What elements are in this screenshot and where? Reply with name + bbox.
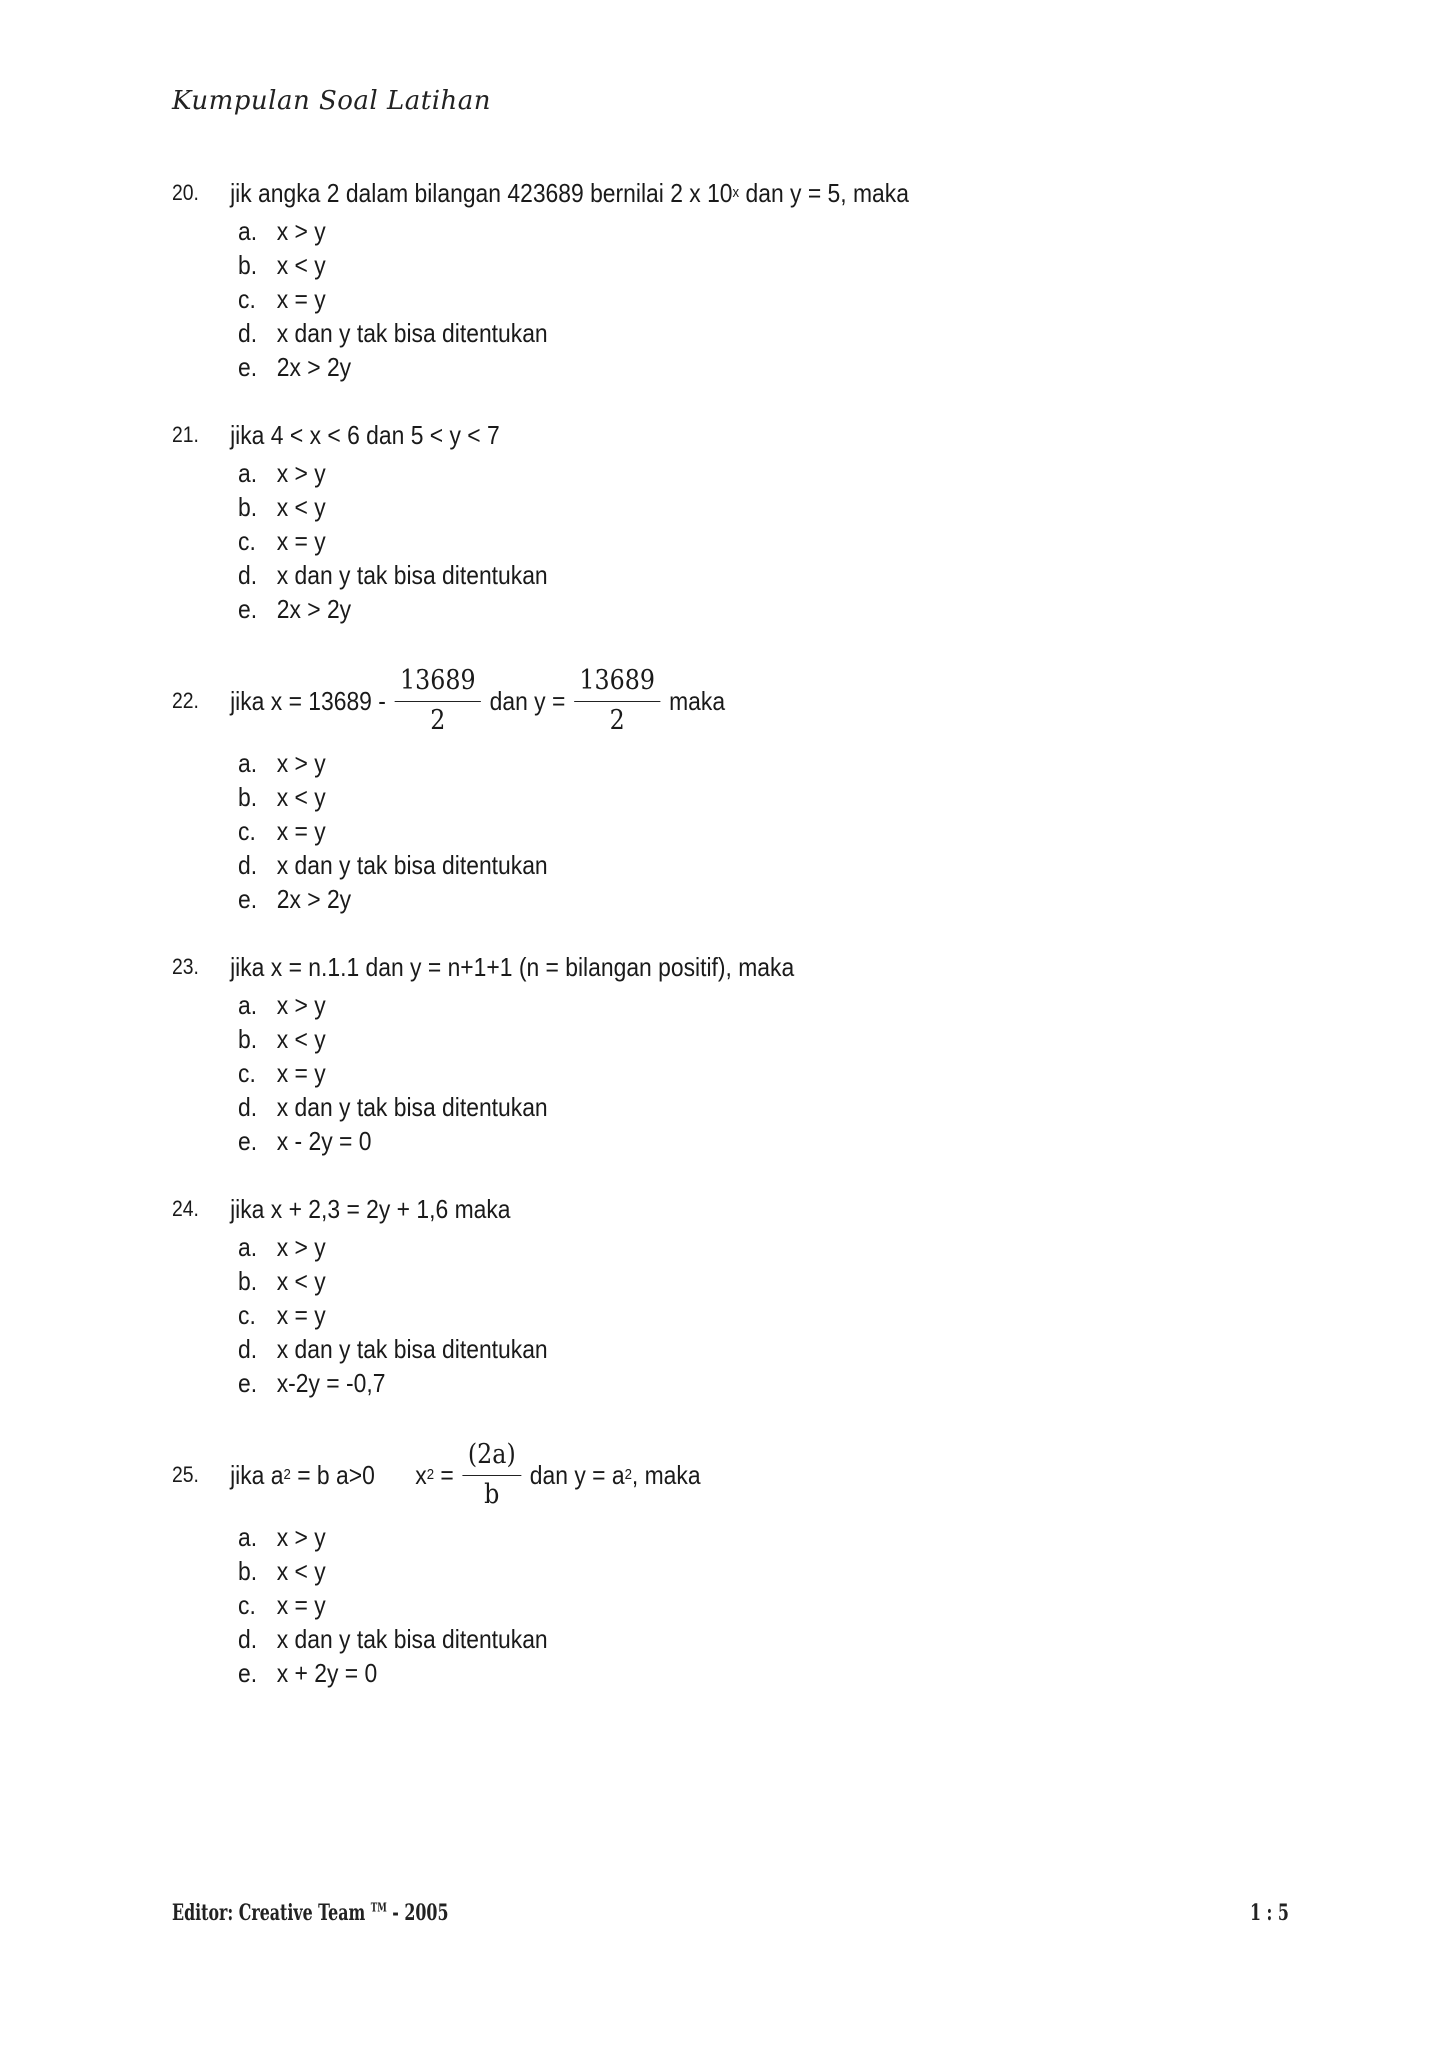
option-letter: b. — [238, 249, 258, 280]
option-letter: b. — [238, 491, 258, 522]
option-a — [238, 214, 1224, 248]
option-text: x = y — [276, 1589, 326, 1620]
option-letter: d. — [238, 849, 258, 880]
option-text: 2x > 2y — [276, 351, 352, 382]
option-a — [238, 746, 1224, 780]
question-text-part: jika x = 13689 - — [230, 685, 386, 716]
option-letter: a. — [238, 747, 258, 778]
option-c — [238, 282, 1224, 316]
option-text: x > y — [276, 215, 326, 246]
question-text — [230, 665, 725, 738]
option-a — [238, 1520, 1224, 1554]
document-header: Kumpulan Soal Latihan — [172, 86, 492, 116]
option-text: x = y — [276, 1299, 326, 1330]
option-d — [238, 1622, 1224, 1656]
option-letter: c. — [238, 1057, 256, 1088]
option-e — [238, 350, 1224, 384]
question-25 — [172, 1430, 1292, 1690]
option-text: x < y — [276, 1265, 326, 1296]
question-number: 20. — [172, 180, 199, 205]
option-list — [172, 456, 1292, 626]
option-text: 2x > 2y — [276, 593, 352, 624]
option-text: x + 2y = 0 — [276, 1657, 378, 1688]
question-text-part: jik angka 2 dalam bilangan 423689 bernilai 2 x 10 — [230, 177, 733, 208]
question-text: jika x + 2,3 = 2y + 1,6 maka — [230, 1193, 511, 1224]
question-text-part: maka — [669, 685, 726, 716]
option-b — [238, 1264, 1224, 1298]
option-d — [238, 1332, 1224, 1366]
option-letter: d. — [238, 1333, 258, 1364]
question-text-part: dan y = a — [529, 1459, 625, 1490]
footer-year: - 2005 — [386, 1900, 449, 1926]
option-a — [238, 988, 1224, 1022]
option-d — [238, 558, 1224, 592]
fraction-denominator: 2 — [609, 704, 625, 736]
option-d — [238, 316, 1224, 350]
option-letter: b. — [238, 781, 258, 812]
option-d — [238, 1090, 1224, 1124]
option-letter: d. — [238, 1623, 258, 1654]
question-number: 25. — [172, 1462, 199, 1487]
page-number: 1 : 5 — [1250, 1900, 1289, 1926]
option-letter: e. — [238, 351, 258, 382]
footer-editor-text: Editor: Creative Team — [172, 1900, 366, 1926]
footer-editor — [172, 1900, 448, 1926]
option-list — [172, 1520, 1292, 1690]
option-text: 2x > 2y — [276, 883, 352, 914]
question-text-part: = b a>0 — [290, 1459, 375, 1490]
question-row — [172, 1430, 1158, 1520]
fraction-numerator: 13689 — [395, 665, 481, 702]
option-b — [238, 1022, 1224, 1056]
option-e — [238, 882, 1224, 916]
option-text: x = y — [276, 815, 326, 846]
option-text: x > y — [276, 1231, 326, 1262]
question-text: jika a 2 = b a>0 x 2 = $\frac{(2a)}{b}$ dan y = a 2 , maka — [230, 1438, 701, 1510]
option-text: x = y — [276, 525, 326, 556]
question-text-part: dan y = 5, maka — [739, 177, 909, 208]
option-c — [238, 1588, 1224, 1622]
question-23 — [172, 946, 1292, 1158]
fraction-denominator: 2 — [430, 704, 446, 736]
question-text-part: dan y = — [489, 685, 566, 716]
option-letter: d. — [238, 559, 258, 590]
question-text: jika 4 < x < 6 dan 5 < y < 7 — [230, 419, 500, 450]
option-e — [238, 1366, 1224, 1400]
question-number: 23. — [172, 954, 199, 979]
fraction-numerator: 13689 — [574, 665, 660, 702]
question-21 — [172, 414, 1292, 626]
fraction-denominator: b — [484, 1478, 500, 1510]
option-text: x > y — [276, 1521, 326, 1552]
fraction-numerator: (2a) — [463, 1439, 521, 1476]
question-20 — [172, 172, 1292, 384]
question-list — [172, 172, 1292, 1720]
question-text-part: = — [434, 1459, 454, 1490]
option-letter: c. — [238, 815, 256, 846]
option-text: x dan y tak bisa ditentukan — [276, 1333, 548, 1364]
option-letter: c. — [238, 1589, 256, 1620]
option-list — [172, 1230, 1292, 1400]
fraction — [574, 665, 660, 738]
option-letter: c. — [238, 283, 256, 314]
option-e — [238, 1656, 1224, 1690]
option-a — [238, 1230, 1224, 1264]
option-c — [238, 1056, 1224, 1090]
option-text: x dan y tak bisa ditentukan — [276, 849, 548, 880]
option-letter: e. — [238, 1125, 258, 1156]
question-number: 24. — [172, 1196, 199, 1221]
question-row — [172, 1188, 1158, 1230]
option-letter: d. — [238, 1091, 258, 1122]
option-text: x < y — [276, 1023, 326, 1054]
option-text: x > y — [276, 747, 326, 778]
option-letter: e. — [238, 1367, 258, 1398]
option-text: x - 2y = 0 — [276, 1125, 372, 1156]
question-text: jik angka 2 dalam bilangan 423689 bernilai 2 x 10 x dan y = 5, maka — [230, 177, 909, 208]
option-c — [238, 524, 1224, 558]
option-a — [238, 456, 1224, 490]
question-row — [172, 656, 1158, 746]
question-24 — [172, 1188, 1292, 1400]
question-text-part: , maka — [631, 1459, 701, 1490]
option-letter: e. — [238, 1657, 258, 1688]
option-text: x > y — [276, 989, 326, 1020]
option-c — [238, 814, 1224, 848]
question-number: 22. — [172, 688, 199, 713]
option-text: x dan y tak bisa ditentukan — [276, 1091, 548, 1122]
option-letter: e. — [238, 593, 258, 624]
option-text: x dan y tak bisa ditentukan — [276, 1623, 548, 1654]
option-list — [172, 214, 1292, 384]
question-number: 21. — [172, 422, 199, 447]
option-c — [238, 1298, 1224, 1332]
question-row — [172, 172, 1158, 214]
option-letter: a. — [238, 457, 258, 488]
option-text: x dan y tak bisa ditentukan — [276, 559, 548, 590]
option-e — [238, 592, 1224, 626]
option-letter: a. — [238, 989, 258, 1020]
option-letter: a. — [238, 1521, 258, 1552]
option-list — [172, 746, 1292, 916]
option-letter: d. — [238, 317, 258, 348]
option-text: x dan y tak bisa ditentukan — [276, 317, 548, 348]
option-e — [238, 1124, 1224, 1158]
option-text: x = y — [276, 283, 326, 314]
option-b — [238, 248, 1224, 282]
fraction — [463, 1439, 521, 1512]
option-d — [238, 848, 1224, 882]
option-text: x = y — [276, 1057, 326, 1088]
option-text: x > y — [276, 457, 326, 488]
option-text: x < y — [276, 491, 326, 522]
option-letter: a. — [238, 1231, 258, 1262]
option-text: x < y — [276, 1555, 326, 1586]
option-letter: c. — [238, 525, 256, 556]
fraction — [395, 665, 481, 738]
trademark: TM — [370, 1900, 387, 1915]
option-b — [238, 490, 1224, 524]
option-letter: b. — [238, 1555, 258, 1586]
question-text-part: x — [415, 1459, 427, 1490]
option-letter: b. — [238, 1023, 258, 1054]
question-text-part: jika a — [230, 1459, 284, 1490]
option-letter: a. — [238, 215, 258, 246]
option-text: x < y — [276, 781, 326, 812]
option-text: x-2y = -0,7 — [276, 1367, 386, 1398]
option-letter: e. — [238, 883, 258, 914]
option-b — [238, 780, 1224, 814]
option-text: x < y — [276, 249, 326, 280]
option-letter: b. — [238, 1265, 258, 1296]
question-row — [172, 414, 1158, 456]
question-row — [172, 946, 1158, 988]
question-text: jika x = n.1.1 dan y = n+1+1 (n = bilangan positif), maka — [230, 951, 795, 982]
option-list — [172, 988, 1292, 1158]
option-letter: c. — [238, 1299, 256, 1330]
question-22 — [172, 656, 1292, 916]
option-b — [238, 1554, 1224, 1588]
